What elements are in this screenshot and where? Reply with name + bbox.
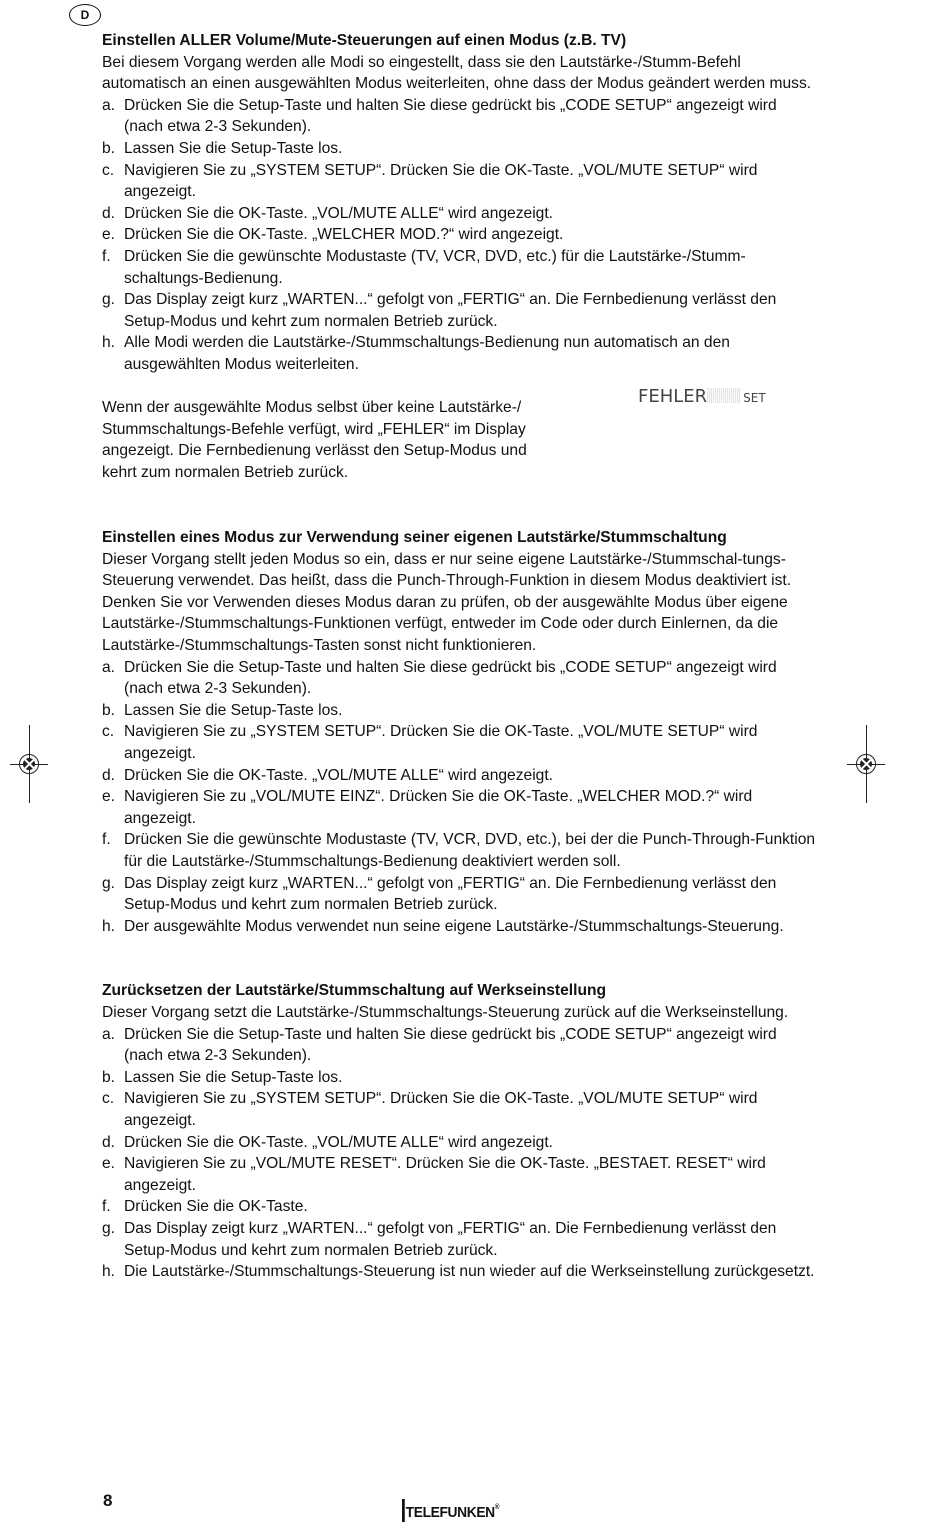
step-marker: b.	[102, 1068, 116, 1086]
lcd-error-text: FEHLER	[638, 386, 708, 408]
step-text: Lassen Sie die Setup-Taste los.	[124, 701, 343, 719]
step-marker: c.	[102, 723, 115, 741]
step-text: Navigieren Sie zu „VOL/MUTE EINZ“. Drücken Sie die OK-Taste. „WELCHER MOD.?“ wird angezeigt.	[124, 788, 753, 827]
step-marker: b.	[102, 701, 116, 719]
list-item	[102, 1067, 817, 1089]
lcd-display	[638, 386, 766, 410]
list-item	[102, 1196, 817, 1218]
section-title: Einstellen ALLER Volume/Mute-Steuerungen auf einen Modus (z.B. TV)	[102, 32, 627, 49]
step-marker: h.	[102, 1263, 116, 1281]
step-marker: c.	[102, 161, 115, 179]
brand-logo	[402, 1499, 499, 1522]
lcd-blank-segment	[707, 388, 741, 403]
section-all-volume-mute	[102, 30, 817, 485]
list-item	[102, 160, 817, 203]
step-text: Navigieren Sie zu „VOL/MUTE RESET“. Drücken Sie die OK-Taste. „BESTAET. RESET“ wird angezeigt.	[124, 1155, 766, 1194]
step-list	[102, 95, 817, 376]
step-text: Drücken Sie die OK-Taste. „VOL/MUTE ALLE“ wird angezeigt.	[124, 766, 554, 784]
step-list	[102, 1024, 817, 1283]
step-text: Die Lautstärke-/Stummschaltungs-Steuerung ist nun wieder auf die Werkseinstellung zurückgesetzt.	[124, 1263, 815, 1281]
page-number: 8	[103, 1491, 113, 1510]
list-item	[102, 765, 817, 787]
step-text: Das Display zeigt kurz „WARTEN...“ gefolgt von „FERTIG“ an. Die Fernbedienung verlässt den Setup-Modus und kehrt zum normalen Betrieb zurück.	[124, 291, 777, 330]
list-item	[102, 332, 817, 375]
step-text: Drücken Sie die OK-Taste. „VOL/MUTE ALLE“ wird angezeigt.	[124, 204, 554, 222]
step-marker: a.	[102, 1025, 116, 1043]
step-marker: a.	[102, 96, 116, 114]
section-intro: Dieser Vorgang setzt die Lautstärke-/Stummschaltungs-Steuerung zurück auf die Werkseinstellung.	[102, 1003, 789, 1021]
step-marker: g.	[102, 291, 116, 309]
list-item	[102, 95, 817, 138]
lcd-set-indicator: SET	[743, 391, 766, 406]
step-text: Lassen Sie die Setup-Taste los.	[124, 139, 343, 157]
step-marker: h.	[102, 334, 116, 352]
list-item	[102, 1261, 817, 1283]
error-note-block	[102, 386, 817, 485]
registration-mark-right-icon	[847, 725, 885, 803]
list-item	[102, 700, 817, 722]
list-item	[102, 138, 817, 160]
step-text: Navigieren Sie zu „SYSTEM SETUP“. Drücken Sie die OK-Taste. „VOL/MUTE SETUP“ wird angezeigt.	[124, 161, 758, 201]
step-marker: f.	[102, 1198, 111, 1216]
list-item	[102, 224, 817, 246]
list-item	[102, 786, 817, 829]
section-title: Zurücksetzen der Lautstärke/Stummschaltung auf Werkseinstellung	[102, 982, 607, 1000]
error-note: Wenn der ausgewählte Modus selbst über keine Lautstärke-/ Stummschaltungs-Befehle verfügt, wird „FEHLER“ im Display angezeigt. Die Fernbedienung verlässt den Setup-Modus und kehrt zum normalen Betrieb zurück.	[102, 399, 527, 481]
step-marker: d.	[102, 204, 116, 222]
list-item	[102, 873, 817, 916]
step-marker: f.	[102, 831, 111, 849]
step-marker: e.	[102, 226, 116, 244]
step-text: Drücken Sie die gewünschte Modustaste (TV, VCR, DVD, etc.) für die Lautstärke-/Stumm-schaltungs-Bedienung.	[124, 247, 746, 287]
registered-mark: ®	[494, 1504, 500, 1511]
list-item	[102, 721, 817, 764]
registration-mark-left-icon	[10, 725, 48, 803]
step-text: Drücken Sie die Setup-Taste und halten Sie diese gedrückt bis „CODE SETUP“ angezeigt wird (nach etwa 2-3 Sekunden).	[124, 1025, 777, 1065]
list-item	[102, 1132, 817, 1154]
step-marker: h.	[102, 917, 116, 935]
language-badge: D	[69, 4, 101, 26]
section-title: Einstellen eines Modus zur Verwendung seiner eigenen Lautstärke/Stummschaltung	[102, 529, 727, 547]
step-marker: a.	[102, 658, 116, 676]
step-text: Das Display zeigt kurz „WARTEN...“ gefolgt von „FERTIG“ an. Die Fernbedienung verlässt den Setup-Modus und kehrt zum normalen Betrieb zurück.	[124, 874, 777, 914]
list-item	[102, 1153, 817, 1196]
step-text: Alle Modi werden die Lautstärke-/Stummschaltungs-Bedienung nun automatisch an den ausgewählten Modus weiterleiten.	[124, 334, 730, 373]
step-marker: g.	[102, 1219, 116, 1237]
step-text: Drücken Sie die OK-Taste. „WELCHER MOD.?“ wird angezeigt.	[124, 226, 564, 244]
step-text: Das Display zeigt kurz „WARTEN...“ gefolgt von „FERTIG“ an. Die Fernbedienung verlässt den Setup-Modus und kehrt zum normalen Betrieb zurück.	[124, 1219, 777, 1259]
list-item	[102, 657, 817, 700]
section-own-volume-mute	[102, 527, 817, 937]
step-text: Drücken Sie die OK-Taste.	[124, 1198, 308, 1216]
step-marker: b.	[102, 139, 116, 157]
list-item	[102, 1024, 817, 1067]
step-text: Navigieren Sie zu „SYSTEM SETUP“. Drücken Sie die OK-Taste. „VOL/MUTE SETUP“ wird angezeigt.	[124, 723, 758, 763]
list-item	[102, 1218, 817, 1261]
document-body	[102, 30, 817, 1283]
step-marker: f.	[102, 247, 111, 265]
step-text: Drücken Sie die gewünschte Modustaste (TV, VCR, DVD, etc.), bei der die Punch-Through-Funktion für die Lautstärke-/Stummschaltungs-Bedienung deaktiviert werden soll.	[124, 831, 816, 870]
list-item	[102, 1088, 817, 1131]
step-text: Der ausgewählte Modus verwendet nun seine eigene Lautstärke-/Stummschaltungs-Steuerung.	[124, 917, 784, 935]
step-text: Drücken Sie die OK-Taste. „VOL/MUTE ALLE“ wird angezeigt.	[124, 1133, 554, 1151]
list-item	[102, 203, 817, 225]
step-marker: g.	[102, 874, 116, 892]
step-marker: d.	[102, 766, 116, 784]
step-marker: e.	[102, 788, 116, 806]
step-list	[102, 657, 817, 938]
step-text: Drücken Sie die Setup-Taste und halten Sie diese gedrückt bis „CODE SETUP“ angezeigt wird (nach etwa 2-3 Sekunden).	[124, 658, 777, 698]
section-reset-volume-mute	[102, 980, 817, 1282]
step-marker: d.	[102, 1133, 116, 1151]
list-item	[102, 246, 817, 289]
step-text: Navigieren Sie zu „SYSTEM SETUP“. Drücken Sie die OK-Taste. „VOL/MUTE SETUP“ wird angezeigt.	[124, 1090, 758, 1129]
step-marker: c.	[102, 1090, 115, 1108]
section-intro: Bei diesem Vorgang werden alle Modi so eingestellt, dass sie den Lautstärke-/Stumm-Befehl automatisch an einen ausgewählten Modus weiterleiten, ohne dass der Modus geändert werden muss.	[102, 53, 812, 93]
step-text: Lassen Sie die Setup-Taste los.	[124, 1068, 343, 1086]
section-intro: Dieser Vorgang stellt jeden Modus so ein, dass er nur seine eigene Lautstärke-/Stummschal-tungs-Steuerung verwendet. Das heißt, dass die Punch-Through-Funktion in diesem Modus deaktiviert ist. Denken Sie vor Verwenden dieses Modus daran zu prüfen, ob der ausgewählte Modus über eigene Lautstärke-/Stummschaltungs-Funktionen verfügt, entweder im Code oder durch Einlernen, da die Lautstärke-/Stummschaltungs-Tasten sonst nicht funktionieren.	[102, 550, 792, 655]
step-text: Drücken Sie die Setup-Taste und halten Sie diese gedrückt bis „CODE SETUP“ angezeigt wird (nach etwa 2-3 Sekunden).	[124, 96, 777, 136]
brand-name: TELEFUNKEN	[405, 1504, 495, 1521]
list-item	[102, 916, 817, 938]
list-item	[102, 829, 817, 872]
list-item	[102, 289, 817, 332]
step-marker: e.	[102, 1155, 116, 1173]
